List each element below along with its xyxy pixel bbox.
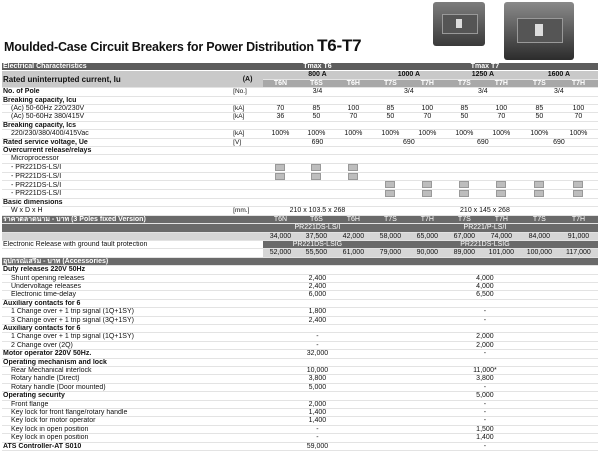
table-cell: 100: [559, 105, 598, 113]
table-row: [2, 282, 598, 290]
version-cell: T7H: [559, 215, 598, 223]
table-cell: 70: [263, 105, 298, 113]
row-unit: [kA]: [232, 130, 263, 138]
row-label: Electronic time-delay: [2, 291, 232, 299]
table-cell: 100: [483, 105, 520, 113]
price-cell: 74,000: [483, 232, 520, 240]
version-cell: T6S: [298, 215, 335, 223]
row-label: Key lock in open position: [2, 425, 232, 433]
price-cell: 61,000: [335, 249, 372, 257]
availability-box: [275, 173, 285, 180]
table-row: [2, 138, 598, 146]
version-cell: T6H: [335, 215, 372, 223]
version-cell: T7H: [559, 79, 598, 87]
availability-box: [422, 181, 432, 188]
release-row: [2, 224, 598, 232]
table-row: [2, 333, 598, 341]
cell-t7: -: [372, 442, 598, 450]
release-row: [2, 240, 598, 248]
table-row: [2, 88, 598, 96]
table-cell: 50: [520, 113, 559, 121]
row-label: (Ac) 50-60Hz 220/230V: [2, 105, 232, 113]
table-cell: 85: [520, 105, 559, 113]
table-row: [2, 400, 598, 408]
table-row: [2, 172, 598, 181]
row-label: Key lock in open position: [2, 434, 232, 442]
table-cell: 50: [298, 113, 335, 121]
row-label: W x D x H: [2, 207, 232, 215]
cell-t6: 10,000: [263, 367, 372, 375]
availability-box: [496, 181, 506, 188]
cell-t6: 3/4: [263, 88, 372, 96]
page-title: [4, 36, 361, 56]
version-cell: T7S: [372, 215, 409, 223]
cell-t7: -: [372, 383, 598, 391]
row-label: 2 Change over (2Q): [2, 341, 232, 349]
cell-1250: 690: [446, 138, 520, 146]
price-cell: 89,000: [446, 249, 483, 257]
price-cell: 90,000: [409, 249, 446, 257]
title-main: Moulded-Case Circuit Breakers for Power Distribution: [4, 40, 318, 54]
cell-t6: 210 x 103.5 x 268: [263, 207, 372, 215]
cell-t7: -: [372, 400, 598, 408]
row-label: (Ac) 50-60Hz 380/415V: [2, 113, 232, 121]
version-cell: T7H: [409, 215, 446, 223]
table-row: [2, 299, 598, 307]
table-row: [2, 434, 598, 442]
table-row: [2, 147, 598, 155]
table-row: [2, 442, 598, 450]
row-label: Operating mechanism and lock: [2, 358, 598, 366]
cell-t7: 210 x 145 x 268: [372, 207, 598, 215]
availability-box: [459, 190, 469, 197]
current-800: 800 A: [263, 71, 372, 79]
availability-box: [348, 173, 358, 180]
row-label: Auxiliary contacts for 6: [2, 324, 598, 332]
tmax-t6-header: Tmax T6: [263, 63, 372, 71]
cell-t7: -: [372, 409, 598, 417]
table-cell: 70: [409, 113, 446, 121]
row-label: Rotary handle (Door mounted): [2, 383, 232, 391]
cell-t6: 2,400: [263, 282, 372, 290]
cell-t6: 1,400: [263, 417, 372, 425]
availability-box: [385, 190, 395, 197]
cell-t7: -: [372, 308, 598, 316]
row-label: Duty releases 220V 50Hz: [2, 266, 598, 274]
price-cell: 58,000: [372, 232, 409, 240]
table-row: [2, 105, 598, 113]
table-cell: 70: [335, 113, 372, 121]
version-cell: T7H: [483, 215, 520, 223]
cell-t6: 6,000: [263, 291, 372, 299]
cell-t7: 6,500: [372, 291, 598, 299]
availability-box: [534, 190, 544, 197]
table-cell: 100%: [446, 130, 483, 138]
price-cell: 84,000: [520, 232, 559, 240]
cell-t6: [263, 392, 372, 400]
table-row: [2, 367, 598, 375]
row-label: Rotary handle (Direct): [2, 375, 232, 383]
table-cell: 85: [298, 105, 335, 113]
availability-box: [573, 190, 583, 197]
current-1250: 1250 A: [446, 71, 520, 79]
table-row: [2, 207, 598, 215]
table-cell: 50: [446, 113, 483, 121]
cell-t6: 5,000: [263, 383, 372, 391]
accessories-header-row: [2, 257, 598, 265]
table-row: [2, 163, 598, 172]
product-image-t6: [433, 2, 485, 46]
cell-1250: 3/4: [446, 88, 520, 96]
cell-1600: 690: [520, 138, 598, 146]
price-cell: 52,000: [263, 249, 298, 257]
version-cell: T7S: [520, 79, 559, 87]
table-row: [2, 198, 598, 206]
row-label: Breaking capacity, Icu: [2, 96, 598, 104]
row-label: Electronic Release with ground fault protection: [2, 240, 263, 248]
table-cell: 100%: [263, 130, 298, 138]
spec-table: [2, 63, 598, 451]
row-label: - PR221DS-LS/I: [2, 181, 232, 190]
version-cell: T7H: [409, 79, 446, 87]
tmax-t7-header: Tmax T7: [372, 63, 598, 71]
availability-box: [534, 181, 544, 188]
price-cell: 91,000: [559, 232, 598, 240]
row-label: 220/230/380/400/415Vac: [2, 130, 232, 138]
version-cell: T7S: [446, 79, 483, 87]
availability-box: [422, 190, 432, 197]
table-cell: 100%: [409, 130, 446, 138]
version-cell: T6H: [335, 79, 372, 87]
cell-t6: 1,800: [263, 308, 372, 316]
price-header-row: [2, 215, 598, 223]
table-cell: 100%: [520, 130, 559, 138]
row-label: Key lock for front flange/rotary handle: [2, 409, 232, 417]
table-cell: 100: [335, 105, 372, 113]
cell-t7: 4,000: [372, 274, 598, 282]
version-cell: T7S: [446, 215, 483, 223]
table-cell: 85: [446, 105, 483, 113]
availability-box: [496, 190, 506, 197]
release-t6: PR221DS-LSIG: [263, 240, 372, 248]
cell-t7: 2,000: [372, 341, 598, 349]
header-row-1: [2, 63, 598, 71]
row-label: ATS Controller-AT S010: [2, 442, 232, 450]
row-label: Microprocessor: [2, 155, 598, 163]
price-row: [2, 232, 598, 240]
cell-t7: 3,800: [372, 375, 598, 383]
table-row: [2, 96, 598, 104]
table-row: [2, 425, 598, 433]
table-cell: 100%: [298, 130, 335, 138]
table-row: [2, 375, 598, 383]
table-cell: 100: [409, 105, 446, 113]
cell-t6: 2,000: [263, 400, 372, 408]
cell-t6: 2,400: [263, 316, 372, 324]
row-label: Operating security: [2, 392, 232, 400]
row-label: 1 Change over + 1 trip signal (1Q+1SY): [2, 333, 232, 341]
cell-t6: 1,400: [263, 409, 372, 417]
cell-t7: 4,000: [372, 282, 598, 290]
row-label: Basic dimensions: [2, 198, 598, 206]
cell-t6: 32,000: [263, 350, 372, 358]
table-cell: 70: [559, 113, 598, 121]
product-image-t7: [504, 2, 574, 60]
table-row: [2, 121, 598, 129]
table-row: [2, 274, 598, 282]
table-row: [2, 417, 598, 425]
row-label: Undervoltage releases: [2, 282, 232, 290]
row-label: - PR221DS-LS/I: [2, 163, 232, 172]
cell-t6: -: [263, 333, 372, 341]
cell-t7: -: [372, 350, 598, 358]
row-label: Key lock for motor operator: [2, 417, 232, 425]
availability-box: [459, 181, 469, 188]
price-cell: 67,000: [446, 232, 483, 240]
cell-t7: 11,000*: [372, 367, 598, 375]
availability-box: [275, 164, 285, 171]
row-label: - PR221DS-LS/I: [2, 190, 232, 199]
cell-t6: 690: [263, 138, 372, 146]
row-label: Overcurrent release/relays: [2, 147, 598, 155]
cell-t6: -: [263, 425, 372, 433]
table-cell: 100%: [559, 130, 598, 138]
table-row: [2, 308, 598, 316]
row-label: 3 Change over + 1 trip signal (3Q+1SY): [2, 316, 232, 324]
version-cell: T6N: [263, 215, 298, 223]
table-row: [2, 155, 598, 163]
table-row: [2, 350, 598, 358]
row-label: Front flange: [2, 400, 232, 408]
cell-1600: 3/4: [520, 88, 598, 96]
table-row: [2, 358, 598, 366]
version-cell: T6S: [298, 79, 335, 87]
table-cell: 100%: [372, 130, 409, 138]
cell-t7: -: [372, 417, 598, 425]
table-cell: 85: [372, 105, 409, 113]
electrical-header: Electrical Characteristics: [2, 63, 263, 71]
table-row: [2, 190, 598, 199]
price-cell: 42,000: [335, 232, 372, 240]
table-row: [2, 130, 598, 138]
table-row: [2, 383, 598, 391]
table-row: [2, 316, 598, 324]
release-t7: PR221/P-LS/I: [372, 224, 598, 232]
cell-1000: 3/4: [372, 88, 446, 96]
cell-t6: 59,000: [263, 442, 372, 450]
table-cell: 50: [372, 113, 409, 121]
row-unit: [No.]: [232, 88, 263, 96]
price-cell: 55,500: [298, 249, 335, 257]
release-t6: PR221DS-LS/I: [263, 224, 372, 232]
cell-t6: -: [263, 341, 372, 349]
availability-box: [385, 181, 395, 188]
row-unit: [V]: [232, 138, 263, 146]
version-cell: T6N: [263, 79, 298, 87]
price-cell: 65,000: [409, 232, 446, 240]
version-cell: T7S: [520, 215, 559, 223]
version-cell: T7H: [483, 79, 520, 87]
row-label: Breaking capacity, Ics: [2, 121, 598, 129]
cell-t7: 1,400: [372, 434, 598, 442]
row-label: Rear Mechanical interlock: [2, 367, 232, 375]
availability-box: [311, 173, 321, 180]
availability-box: [311, 164, 321, 171]
title-model: T6-T7: [317, 36, 362, 55]
price-cell: 101,000: [483, 249, 520, 257]
row-label: - PR221DS-LS/I: [2, 172, 232, 181]
table-row: [2, 291, 598, 299]
row-label: Motor operator 220V 50Hz.: [2, 350, 232, 358]
table-row: [2, 181, 598, 190]
price-cell: 34,000: [263, 232, 298, 240]
table-cell: 36: [263, 113, 298, 121]
price-cell: 117,000: [559, 249, 598, 257]
table-row: [2, 409, 598, 417]
price-header-label: ราคาตลาดนาม - บาท (3 Poles fixed Version): [2, 215, 263, 223]
row-label: No. of Pole: [2, 88, 232, 96]
accessories-header: อุปกรณ์เสริม - บาท (Accessories): [2, 257, 598, 265]
cell-t7: -: [372, 316, 598, 324]
current-1600: 1600 A: [520, 71, 598, 79]
table-cell: 70: [483, 113, 520, 121]
price-row: [2, 249, 598, 257]
cell-1000: 690: [372, 138, 446, 146]
table-cell: 100%: [335, 130, 372, 138]
rated-current-unit: (A): [232, 71, 263, 88]
row-unit: [mm.]: [232, 207, 263, 215]
row-label: Rated service voltage, Ue: [2, 138, 232, 146]
table-row: [2, 341, 598, 349]
cell-t7: 1,500: [372, 425, 598, 433]
price-cell: 100,000: [520, 249, 559, 257]
cell-t7: 2,000: [372, 333, 598, 341]
table-row: [2, 266, 598, 274]
table-row: [2, 113, 598, 121]
price-cell: 79,000: [372, 249, 409, 257]
current-1000: 1000 A: [372, 71, 446, 79]
row-unit: [kA]: [232, 105, 263, 113]
availability-box: [348, 164, 358, 171]
table-row: [2, 324, 598, 332]
cell-t6: 3,800: [263, 375, 372, 383]
cell-t6: -: [263, 434, 372, 442]
cell-t6: 2,400: [263, 274, 372, 282]
version-cell: T7S: [372, 79, 409, 87]
row-label: 1 Change over + 1 trip signal (1Q+1SY): [2, 308, 232, 316]
table-row: [2, 392, 598, 400]
table-cell: 100%: [483, 130, 520, 138]
release-t7: PR221DS-LSIG: [372, 240, 598, 248]
row-label: Shunt opening releases: [2, 274, 232, 282]
row-label: Auxiliary contacts for 6: [2, 299, 598, 307]
availability-box: [573, 181, 583, 188]
price-cell: 37,500: [298, 232, 335, 240]
header-row-2: [2, 71, 598, 79]
rated-current-label: Rated uninterrupted current, Iu: [2, 71, 232, 88]
row-unit: [kA]: [232, 113, 263, 121]
cell-t7: 5,000: [372, 392, 598, 400]
